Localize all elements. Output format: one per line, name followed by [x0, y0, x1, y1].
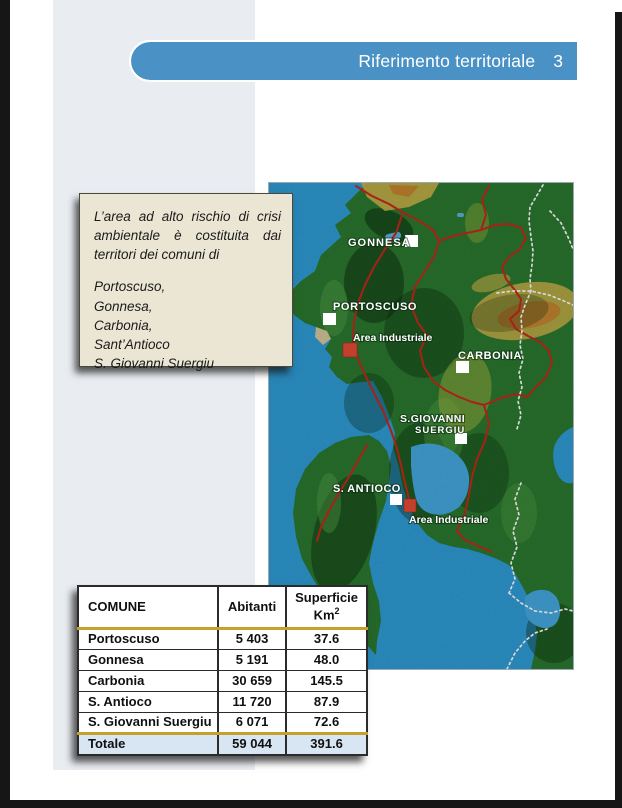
- carbonia-label: CARBONIA: [458, 350, 523, 362]
- scan-border-bottom: [0, 800, 622, 808]
- header-comune: COMUNE: [88, 598, 146, 614]
- scan-border-right: [615, 12, 622, 808]
- scan-border-left: [0, 0, 10, 808]
- portoscuso-label: PORTOSCUSO: [333, 301, 418, 313]
- section-header-bar: [131, 42, 577, 80]
- info-box-intro: L’area ad alto rischio di crisi ambientale è costituita dai territori dei comuni di: [94, 209, 281, 263]
- s-antioco-label: S. ANTIOCO: [333, 483, 401, 495]
- s-giovanni-label-line1: S.GIOVANNI: [400, 413, 466, 425]
- header-abitanti: Abitanti: [218, 586, 286, 629]
- comune-list-item: S. Giovanni Suergiu: [94, 356, 215, 372]
- section-title: Riferimento territoriale: [358, 50, 536, 71]
- header-superficie: Superficie Km$^2$: [286, 586, 367, 629]
- comuni-data-table: [77, 585, 368, 756]
- info-box: [79, 193, 293, 372]
- comune-list-item: Sant’Antioco: [94, 336, 170, 352]
- table-row: S. Antioco 11 720 87.9: [78, 692, 367, 713]
- area-industriale-nord-marker: [343, 343, 357, 357]
- info-box-comuni-list: [94, 277, 281, 373]
- page-number: 3: [553, 50, 563, 71]
- table-row: Gonnesa 5 191 48.0: [78, 650, 367, 671]
- table-row: Carbonia 30 659 145.5: [78, 671, 367, 692]
- table-total-row: Totale 59 044 391.6: [78, 734, 367, 755]
- area-industriale-nord-label: Area Industriale: [353, 332, 433, 344]
- santantioco-marker: [390, 494, 402, 505]
- s-giovanni-label-line2: SUERGIU: [415, 425, 466, 436]
- table-row: S. Giovanni Suergiu 6 071 72.6: [78, 713, 367, 734]
- area-industriale-sud-label: Area Industriale: [409, 514, 489, 526]
- comune-list-item: Gonnesa,: [94, 298, 153, 314]
- area-industriale-sud-marker: [404, 499, 416, 512]
- comune-list-item: Portoscuso,: [94, 279, 166, 295]
- gonnesa-label: GONNESA: [348, 237, 411, 249]
- table-header-row: [78, 586, 367, 629]
- carbonia-marker: [456, 361, 469, 373]
- portoscuso-marker: [323, 313, 336, 325]
- table-row: Portoscuso 5 403 37.6: [78, 629, 367, 650]
- comune-list-item: Carbonia,: [94, 317, 153, 333]
